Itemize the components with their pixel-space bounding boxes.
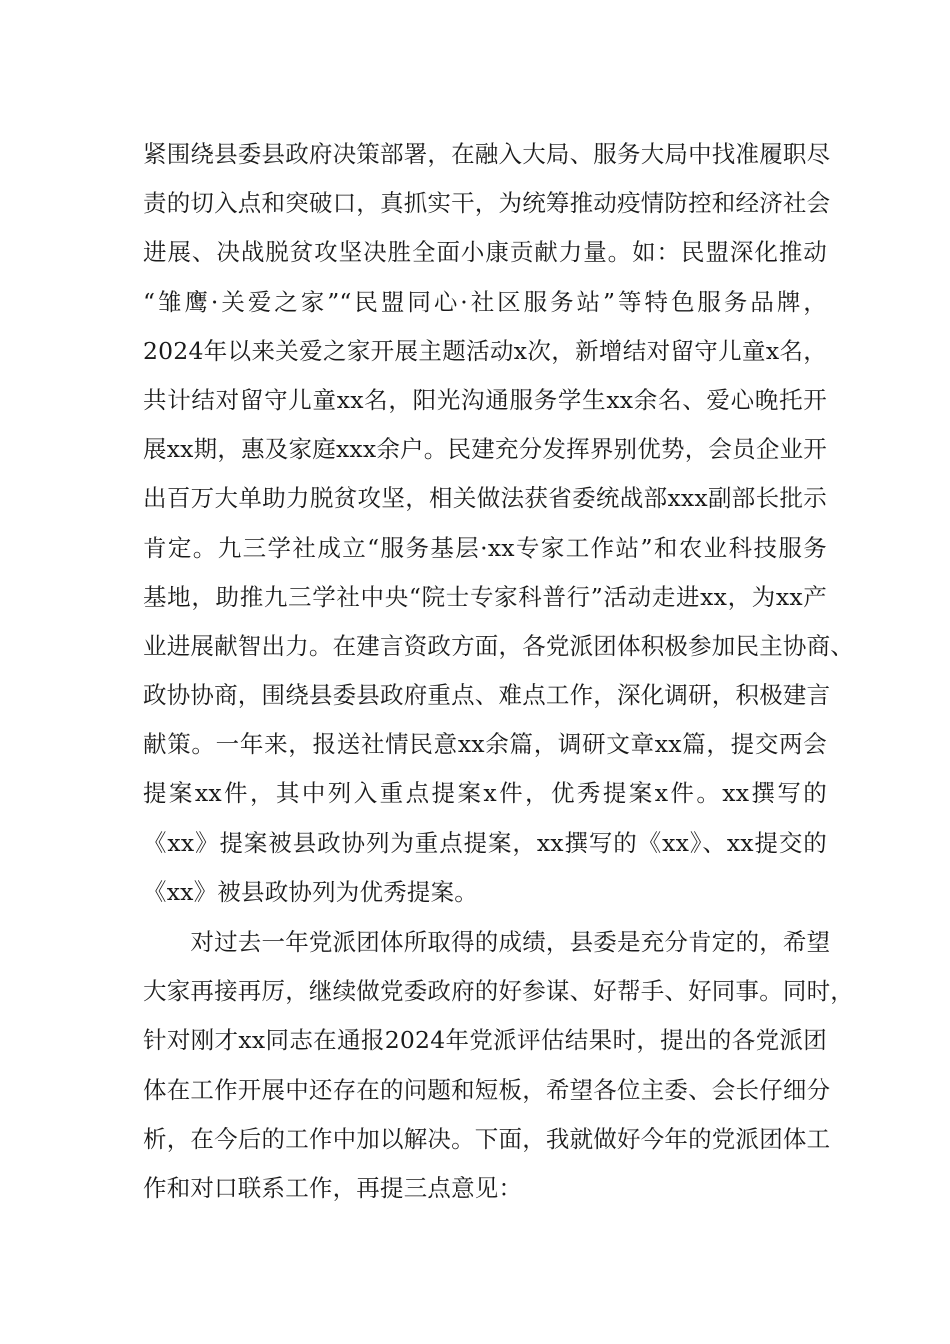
paragraph-line: 基地，助推九三学社中央“院士专家科普行”活动走进xx，为xx产 (143, 582, 827, 611)
paragraph-line: 责的切入点和突破口，真抓实干，为统筹推动疫情防控和经济社会 (143, 189, 831, 218)
paragraph-line: 提案xx件，其中列入重点提案x件，优秀提案x件。xx撰写的 (143, 779, 827, 808)
paragraph-line: 《xx》被县政协列为优秀提案。 (143, 877, 479, 906)
paragraph-line: 针对刚才xx同志在通报2024年党派评估结果时，提出的各党派团 (143, 1026, 827, 1055)
paragraph-line: 出百万大单助力脱贫攻坚，相关做法获省委统战部xxx副部长批示 (143, 484, 827, 513)
paragraph-line: 献策。一年来，报送社情民意xx余篇，调研文章xx篇，提交两会 (143, 730, 827, 759)
paragraph-line: 对过去一年党派团体所取得的成绩，县委是充分肯定的，希望 (143, 928, 831, 956)
paragraph-line: 作和对口联系工作，再提三点意见： (143, 1173, 523, 1202)
paragraph-line: 析，在今后的工作中加以解决。下面，我就做好今年的党派团体工 (143, 1124, 831, 1153)
paragraph-line: 大家再接再厉，继续做党委政府的好参谋、好帮手、好同事。同时， (143, 977, 854, 1006)
paragraph-line: 政协协商，围绕县委县政府重点、难点工作，深化调研，积极建言 (143, 681, 831, 710)
paragraph-line: 紧围绕县委县政府决策部署，在融入大局、服务大局中找准履职尽 (143, 140, 831, 168)
paragraph-line: 展xx期，惠及家庭xxx余户。民建充分发挥界别优势，会员企业开 (143, 435, 827, 464)
body-paragraph-1 (143, 130, 854, 917)
paragraph-line: 进展、决战脱贫攻坚决胜全面小康贡献力量。如：民盟深化推动 (143, 238, 827, 267)
paragraph-line: 2024年以来关爱之家开展主题活动x次，新增结对留守儿童x名， (143, 336, 827, 365)
paragraph-line: 肯定。九三学社成立“服务基层·xx专家工作站”和农业科技服务 (143, 533, 827, 562)
paragraph-line: 业进展献智出力。在建言资政方面，各党派团体积极参加民主协商、 (143, 631, 854, 660)
paragraph-line: 共计结对留守儿童xx名，阳光沟通服务学生xx余名、爱心晚托开 (143, 385, 827, 414)
paragraph-line: 体在工作开展中还存在的问题和短板，希望各位主委、会长仔细分 (143, 1075, 831, 1104)
body-paragraph-2 (143, 918, 854, 1213)
paragraph-line: 《xx》提案被县政协列为重点提案，xx撰写的《xx》、xx提交的 (143, 828, 827, 857)
paragraph-line: “雏鹰·关爱之家”“民盟同心·社区服务站”等特色服务品牌， (143, 287, 827, 316)
